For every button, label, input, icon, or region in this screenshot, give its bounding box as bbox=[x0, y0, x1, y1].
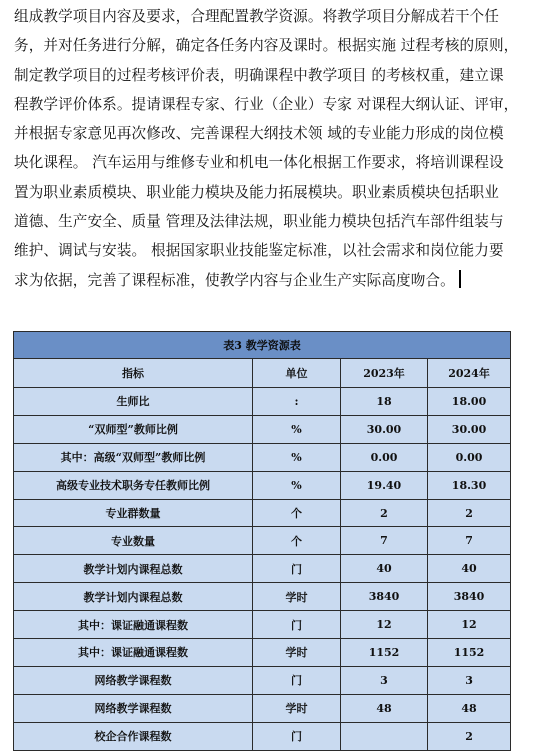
year-2024-cell: 1152 bbox=[428, 639, 511, 667]
table-row bbox=[14, 471, 511, 499]
indicator-cell: 生师比 bbox=[14, 388, 253, 416]
column-header: 单位 bbox=[253, 359, 341, 388]
year-2023-cell: 2 bbox=[341, 499, 428, 527]
column-header: 2023年 bbox=[341, 359, 428, 388]
unit-cell: 个 bbox=[253, 499, 341, 527]
paragraph-line: 道德、生产安全、质量 管理及法律法规，职业能力模块包括汽车部件组装与 bbox=[14, 213, 504, 231]
year-2024-cell: 48 bbox=[428, 694, 511, 722]
year-2024-cell: 0.00 bbox=[428, 443, 511, 471]
year-2024-cell: 12 bbox=[428, 611, 511, 639]
year-2024-cell: 2 bbox=[428, 722, 511, 750]
paragraph-line: 程教学评价体系。提请课程专家、行业（企业）专家 对课程大纲认证、评审， bbox=[14, 95, 519, 113]
paragraph-line: 并根据专家意见再次修改、完善课程大纲技术领 域的专业能力形成的岗位模 bbox=[14, 125, 504, 143]
indicator-cell: 其中：高级“双师型”教师比例 bbox=[14, 443, 253, 471]
indicator-cell: 网络教学课程数 bbox=[14, 694, 253, 722]
paragraph-line: 维护、调试与安装。 根据国家职业技能鉴定标准，以社会需求和岗位能力要 bbox=[14, 242, 504, 260]
year-2023-cell: 12 bbox=[341, 611, 428, 639]
year-2024-cell: 3 bbox=[428, 666, 511, 694]
year-2023-cell: 1152 bbox=[341, 639, 428, 667]
unit-cell: 门 bbox=[253, 722, 341, 750]
paragraph-line-last[interactable] bbox=[14, 266, 526, 295]
indicator-cell: 校企合作课程数 bbox=[14, 722, 253, 750]
indicator-cell: 其中：课证融通课程数 bbox=[14, 611, 253, 639]
year-2023-cell: 0.00 bbox=[341, 443, 428, 471]
indicator-cell: 教学计划内课程总数 bbox=[14, 555, 253, 583]
year-2023-cell: 48 bbox=[341, 694, 428, 722]
table-caption: 表3 教学资源表 bbox=[14, 332, 511, 359]
unit-cell: % bbox=[253, 415, 341, 443]
indicator-cell: 专业数量 bbox=[14, 527, 253, 555]
teaching-resources-table-wrap bbox=[13, 331, 510, 751]
indicator-cell: “双师型”教师比例 bbox=[14, 415, 253, 443]
unit-cell: : bbox=[253, 388, 341, 416]
unit-cell: 学时 bbox=[253, 583, 341, 611]
column-header: 指标 bbox=[14, 359, 253, 388]
text-cursor bbox=[459, 270, 461, 288]
paragraph-line: 务，并对任务进行分解，确定各任务内容及课时。根据实施 过程考核的原则， bbox=[14, 37, 519, 55]
unit-cell: 学时 bbox=[253, 694, 341, 722]
year-2024-cell: 2 bbox=[428, 499, 511, 527]
teaching-resources-table bbox=[13, 331, 511, 751]
year-2024-cell: 7 bbox=[428, 527, 511, 555]
indicator-cell: 网络教学课程数 bbox=[14, 666, 253, 694]
unit-cell: 学时 bbox=[253, 639, 341, 667]
indicator-cell: 其中：课证融通课程数 bbox=[14, 639, 253, 667]
year-2024-cell: 18.30 bbox=[428, 471, 511, 499]
table-row bbox=[14, 583, 511, 611]
year-2023-cell: 40 bbox=[341, 555, 428, 583]
table-row bbox=[14, 555, 511, 583]
table-row bbox=[14, 443, 511, 471]
year-2024-cell: 3840 bbox=[428, 583, 511, 611]
table-header-row bbox=[14, 359, 511, 388]
table-row bbox=[14, 499, 511, 527]
table-caption-row bbox=[14, 332, 511, 359]
year-2023-cell: 19.40 bbox=[341, 471, 428, 499]
table-row bbox=[14, 611, 511, 639]
paragraph-line: 制定教学项目的过程考核评价表，明确课程中教学项目 的考核权重，建立课 bbox=[14, 66, 504, 84]
table-row bbox=[14, 694, 511, 722]
year-2024-cell: 18.00 bbox=[428, 388, 511, 416]
unit-cell: 门 bbox=[253, 555, 341, 583]
paragraph-line-text: 求为依据，完善了课程标准，使教学内容与企业生产实际高度吻合。 bbox=[14, 271, 455, 289]
unit-cell: 门 bbox=[253, 666, 341, 694]
year-2024-cell: 40 bbox=[428, 555, 511, 583]
indicator-cell: 教学计划内课程总数 bbox=[14, 583, 253, 611]
unit-cell: % bbox=[253, 471, 341, 499]
table-row bbox=[14, 666, 511, 694]
paragraph-line: 组成教学项目内容及要求，合理配置教学资源。将教学项目分解成若干个任 bbox=[14, 8, 499, 25]
year-2023-cell: 30.00 bbox=[341, 415, 428, 443]
indicator-cell: 高级专业技术职务专任教师比例 bbox=[14, 471, 253, 499]
year-2023-cell: 18 bbox=[341, 388, 428, 416]
unit-cell: 门 bbox=[253, 611, 341, 639]
unit-cell: % bbox=[253, 443, 341, 471]
table-row bbox=[14, 639, 511, 667]
year-2023-cell: 3 bbox=[341, 666, 428, 694]
year-2023-cell: 7 bbox=[341, 527, 428, 555]
column-header: 2024年 bbox=[428, 359, 511, 388]
indicator-cell: 专业群数量 bbox=[14, 499, 253, 527]
year-2024-cell: 30.00 bbox=[428, 415, 511, 443]
table-row bbox=[14, 527, 511, 555]
body-paragraph bbox=[14, 2, 526, 295]
unit-cell: 个 bbox=[253, 527, 341, 555]
table-row bbox=[14, 415, 511, 443]
paragraph-line: 块化课程。 汽车运用与维修专业和机电一体化根据工作要求，将培训课程设 bbox=[14, 154, 504, 172]
table-row bbox=[14, 388, 511, 416]
year-2023-cell: 3840 bbox=[341, 583, 428, 611]
paragraph-line: 置为职业素质模块、职业能力模块及能力拓展模块。职业素质模块包括职业 bbox=[14, 183, 499, 201]
